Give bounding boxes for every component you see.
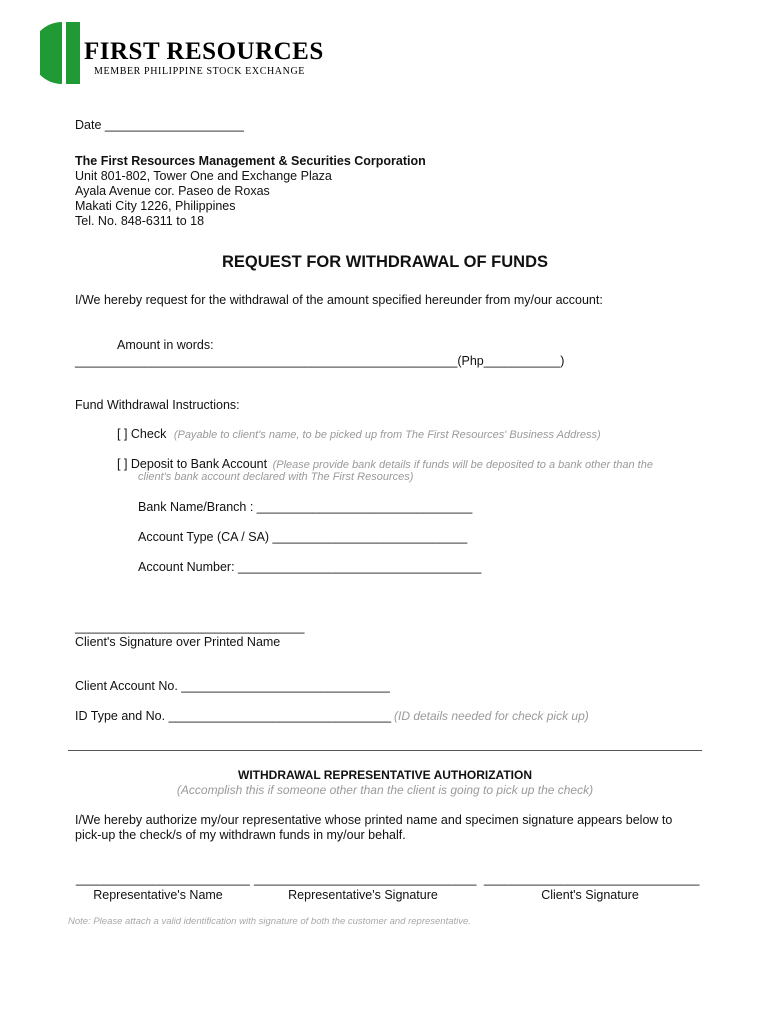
deposit-option-hint-2: client's bank account declared with The First Resources) <box>138 471 414 483</box>
deposit-option-label[interactable]: [ ] Deposit to Bank Account <box>117 457 268 471</box>
representative-name-label: Representative's Name <box>93 888 223 902</box>
check-option[interactable] <box>117 427 601 441</box>
check-option-label[interactable]: [ ] Check <box>117 427 167 441</box>
client-signature-line[interactable]: _________________________________ <box>75 620 305 634</box>
intro-text: I/We hereby request for the withdrawal of the amount specified hereunder from my/our account: <box>75 293 603 307</box>
representative-signature-label: Representative's Signature <box>288 888 438 902</box>
representative-signature-block[interactable] <box>254 872 477 902</box>
authorization-title: WITHDRAWAL REPRESENTATIVE AUTHORIZATION <box>238 768 532 782</box>
id-type-field[interactable]: ID Type and No. ________________________________ <box>75 709 392 723</box>
authorization-subtitle: (Accomplish this if someone other than the client is going to pick up the check) <box>176 783 594 797</box>
address-tel: Tel. No. 848-6311 to 18 <box>75 214 205 228</box>
client-final-signature-line[interactable]: _______________________________ <box>484 872 700 886</box>
deposit-option-hint-1: (Please provide bank details if funds will be deposited to a bank other than the <box>272 459 653 471</box>
section-divider <box>68 750 702 751</box>
representative-signature-line[interactable]: ________________________________ <box>254 872 477 886</box>
deposit-option[interactable] <box>117 457 653 471</box>
account-number-field[interactable]: Account Number: ___________________________________ <box>138 560 482 574</box>
client-signature-label: Client's Signature over Printed Name <box>75 635 281 649</box>
authorization-body-line1: I/We hereby authorize my/our representative whose printed name and specimen signature appears below to <box>75 813 673 827</box>
amount-label: Amount in words: <box>117 338 214 352</box>
representative-name-line[interactable]: _________________________ <box>76 872 250 886</box>
address-line2: Ayala Avenue cor. Paseo de Roxas <box>75 184 270 198</box>
address-line3: Makati City 1226, Philippines <box>75 199 236 213</box>
company-address <box>75 154 426 229</box>
authorization-body <box>75 813 672 843</box>
address-line1: Unit 801-802, Tower One and Exchange Plaza <box>75 169 332 183</box>
check-option-hint: (Payable to client's name, to be picked up from The First Resources' Business Address) <box>173 429 601 441</box>
authorization-body-line2: pick-up the check/s of my withdrawn funds in my/our behalf. <box>75 828 406 842</box>
client-final-signature-label: Client's Signature <box>541 888 639 902</box>
logo-tagline: MEMBER PHILIPPINE STOCK EXCHANGE <box>94 66 305 77</box>
instructions-label: Fund Withdrawal Instructions: <box>75 398 240 412</box>
amount-field[interactable]: _______________________________________________________(Php___________) <box>75 354 565 368</box>
account-type-field[interactable]: Account Type (CA / SA) ____________________________ <box>138 530 468 544</box>
id-hint: (ID details needed for check pick up) <box>394 709 589 723</box>
form-title: REQUEST FOR WITHDRAWAL OF FUNDS <box>221 253 549 271</box>
address-company: The First Resources Management & Securities Corporation <box>75 154 426 168</box>
attachment-note: Note: Please attach a valid identification with signature of both the customer and representative. <box>68 916 471 927</box>
date-field[interactable]: Date ____________________ <box>75 118 244 132</box>
bank-name-field[interactable]: Bank Name/Branch : _______________________________ <box>138 500 473 514</box>
client-signature-block[interactable] <box>484 872 700 902</box>
logo-company-name: FIRST RESOURCES <box>84 38 324 65</box>
representative-name-block[interactable] <box>76 872 250 902</box>
client-account-field[interactable]: Client Account No. ______________________________ <box>75 679 390 693</box>
